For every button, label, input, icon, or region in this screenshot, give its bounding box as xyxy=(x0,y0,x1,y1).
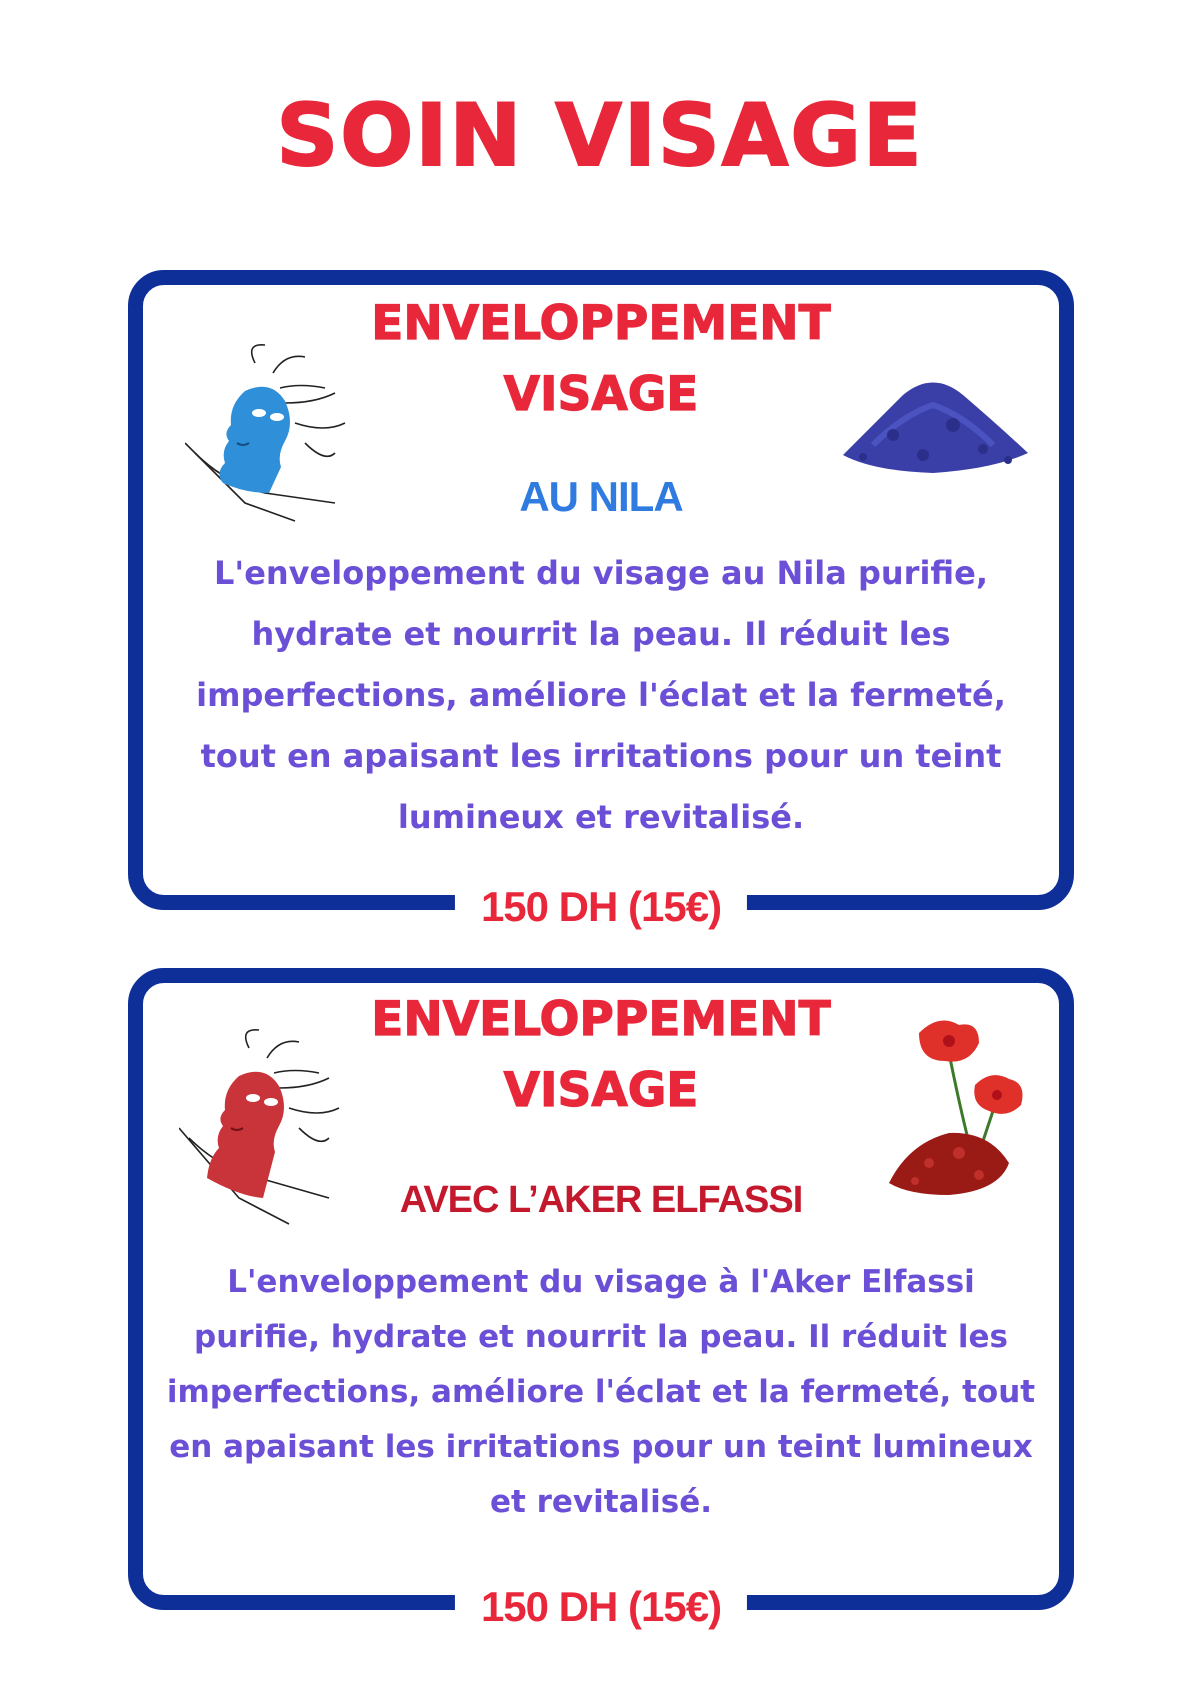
poppy-powder-icon xyxy=(879,1013,1039,1203)
price-label: 150 DH (15€) xyxy=(455,1583,747,1631)
card-description: L'enveloppement du visage au Nila purifie, hydrate et nourrit la peau. Il réduit les imperfections, améliore l'éclat et la fermeté, tout en apaisant les irritations pour un teint lumineux et revitalisé. xyxy=(196,554,1006,836)
card-subtitle: AU NILA xyxy=(519,473,683,520)
card-title-line1: ENVELOPPEMENT xyxy=(371,992,831,1047)
card-description: L'enveloppement du visage à l'Aker Elfassi purifie, hydrate et nourrit la peau. Il réduit les imperfections, améliore l'éclat et la fermeté, tout en apaisant les irritations pour un teint lumineux et revitalisé. xyxy=(166,1264,1036,1520)
card-title-line2: VISAGE xyxy=(503,1063,699,1118)
card-subtitle: AVEC L’AKER ELFASSI xyxy=(399,1179,803,1221)
service-card-aker-elfassi xyxy=(128,968,1074,1630)
card-title-line1: ENVELOPPEMENT xyxy=(371,296,831,351)
page-title: SOIN VISAGE xyxy=(276,86,924,186)
price-label: 150 DH (15€) xyxy=(455,883,747,931)
card-title-line2: VISAGE xyxy=(503,367,699,422)
service-card-nila xyxy=(128,270,1074,930)
blue-powder-icon xyxy=(833,365,1033,485)
